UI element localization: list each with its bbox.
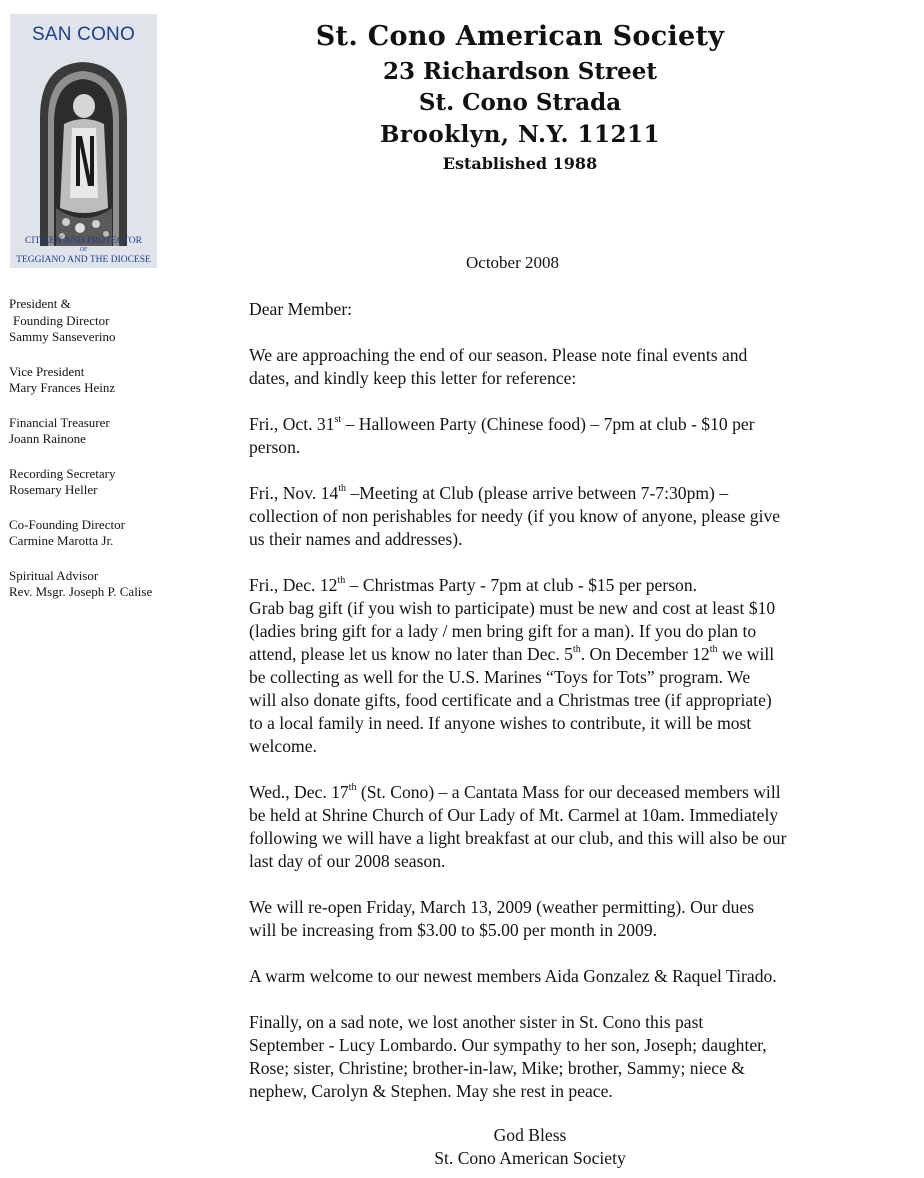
city-state-zip: Brooklyn, N.Y. 11211 (379, 121, 661, 148)
officer-co-founder (9, 517, 209, 550)
officer-secretary (9, 466, 209, 499)
closing-blessing: God Bless (493, 1125, 567, 1145)
officer-spiritual-advisor (9, 568, 209, 601)
officer-name: Joann Rainone (9, 431, 86, 446)
christmas-event-line: will also donate gifts, food certificate and a Christmas tree (if appropriate) (249, 690, 772, 710)
officer-name: Mary Frances Heinz (9, 380, 116, 395)
christmas-event-line: (ladies bring gift for a lady / men bring gift for a man). If you do plan to (249, 621, 757, 641)
logo-title: SAN CONO (32, 24, 135, 45)
reopen-line: We will re-open Friday, March 13, 2009 (weather permitting). Our dues (249, 897, 755, 917)
logo-caption-line2: OF (79, 247, 88, 253)
street-address: 23 Richardson Street (383, 58, 657, 85)
officer-title-line2: Founding Director (13, 312, 110, 328)
letter-body (249, 298, 871, 1103)
san-cono-logo (10, 14, 157, 268)
officer-title: Co-Founding Director (9, 516, 125, 532)
christmas-event-line: to a local family in need. If anyone wishes to contribute, it will be most (249, 713, 752, 733)
meeting-event-line: us their names and addresses). (249, 529, 463, 549)
officer-title: Spiritual Advisor (9, 567, 99, 583)
christmas-event-line: be collecting as well for the U.S. Marines “Toys for Tots” program. We (249, 667, 751, 687)
christmas-event-line: attend, please let us know no later than Dec. 5th. On December 12th we will (249, 644, 775, 664)
logo-caption-line1: CITIZEN AND PROTECTOR (25, 236, 142, 246)
meeting-event: Fri., Nov. 14th –Meeting at Club (please arrive between 7-7:30pm) – (249, 483, 729, 503)
mass-event: Wed., Dec. 17th (St. Cono) – a Cantata Mass for our deceased members will (249, 782, 781, 802)
reopen-line: will be increasing from $3.00 to $5.00 per month in 2009. (249, 920, 658, 940)
established-date: Established 1988 (442, 154, 598, 173)
society-name: St. Cono American Society (315, 21, 725, 52)
sad-note-line: nephew, Carolyn & Stephen. May she rest in peace. (249, 1081, 613, 1101)
letterhead (300, 18, 740, 177)
closing-signature: St. Cono American Society (434, 1148, 626, 1168)
christmas-event: Fri., Dec. 12th – Christmas Party - 7pm at club - $15 per person. (249, 575, 698, 595)
officer-title: Financial Treasurer (9, 414, 110, 430)
intro-line: We are approaching the end of our season. Please note final events and (249, 345, 748, 365)
officer-name: Sammy Sanseverino (9, 329, 116, 344)
salutation: Dear Member: (249, 299, 353, 319)
mass-event-line: following we will have a light breakfast at our club, and this will also be our (249, 828, 787, 848)
logo-caption-line3: TEGGIANO AND THE DIOCESE (16, 255, 151, 265)
officer-name: Rev. Msgr. Joseph P. Calise (9, 584, 153, 599)
saint-statue-icon (36, 58, 131, 248)
mass-event-line: be held at Shrine Church of Our Lady of Mt. Carmel at 10am. Immediately (249, 805, 779, 825)
intro-line: dates, and kindly keep this letter for reference: (249, 368, 577, 388)
officer-president (9, 296, 209, 346)
officer-name: Carmine Marotta Jr. (9, 533, 114, 548)
sad-note-line: September - Lucy Lombardo. Our sympathy to her son, Joseph; daughter, (249, 1035, 767, 1055)
officer-title: President & (9, 296, 71, 311)
officers-list (9, 296, 209, 619)
letter-date: October 2008 (466, 253, 560, 272)
christmas-event-line: welcome. (249, 736, 317, 756)
halloween-event-line: person. (249, 437, 301, 457)
meeting-event-line: collection of non perishables for needy (if you know of anyone, please give (249, 506, 781, 526)
sad-note-line: Rose; sister, Christine; brother-in-law, Mike; brother, Sammy; niece & (249, 1058, 745, 1078)
strada-name: St. Cono Strada (418, 89, 622, 116)
officer-vice-president (9, 364, 209, 397)
officer-title: Vice President (9, 363, 85, 379)
closing (380, 1124, 680, 1170)
mass-event-line: last day of our 2008 season. (249, 851, 446, 871)
officer-treasurer (9, 415, 209, 448)
officer-name: Rosemary Heller (9, 482, 98, 497)
sad-note-line: Finally, on a sad note, we lost another sister in St. Cono this past (249, 1012, 704, 1032)
welcome-line: A warm welcome to our newest members Aida Gonzalez & Raquel Tirado. (249, 966, 777, 986)
officer-title: Recording Secretary (9, 465, 116, 481)
halloween-event: Fri., Oct. 31st – Halloween Party (Chinese food) – 7pm at club - $10 per (249, 414, 755, 434)
christmas-event-line: Grab bag gift (if you wish to participate) must be new and cost at least $10 (249, 598, 776, 618)
